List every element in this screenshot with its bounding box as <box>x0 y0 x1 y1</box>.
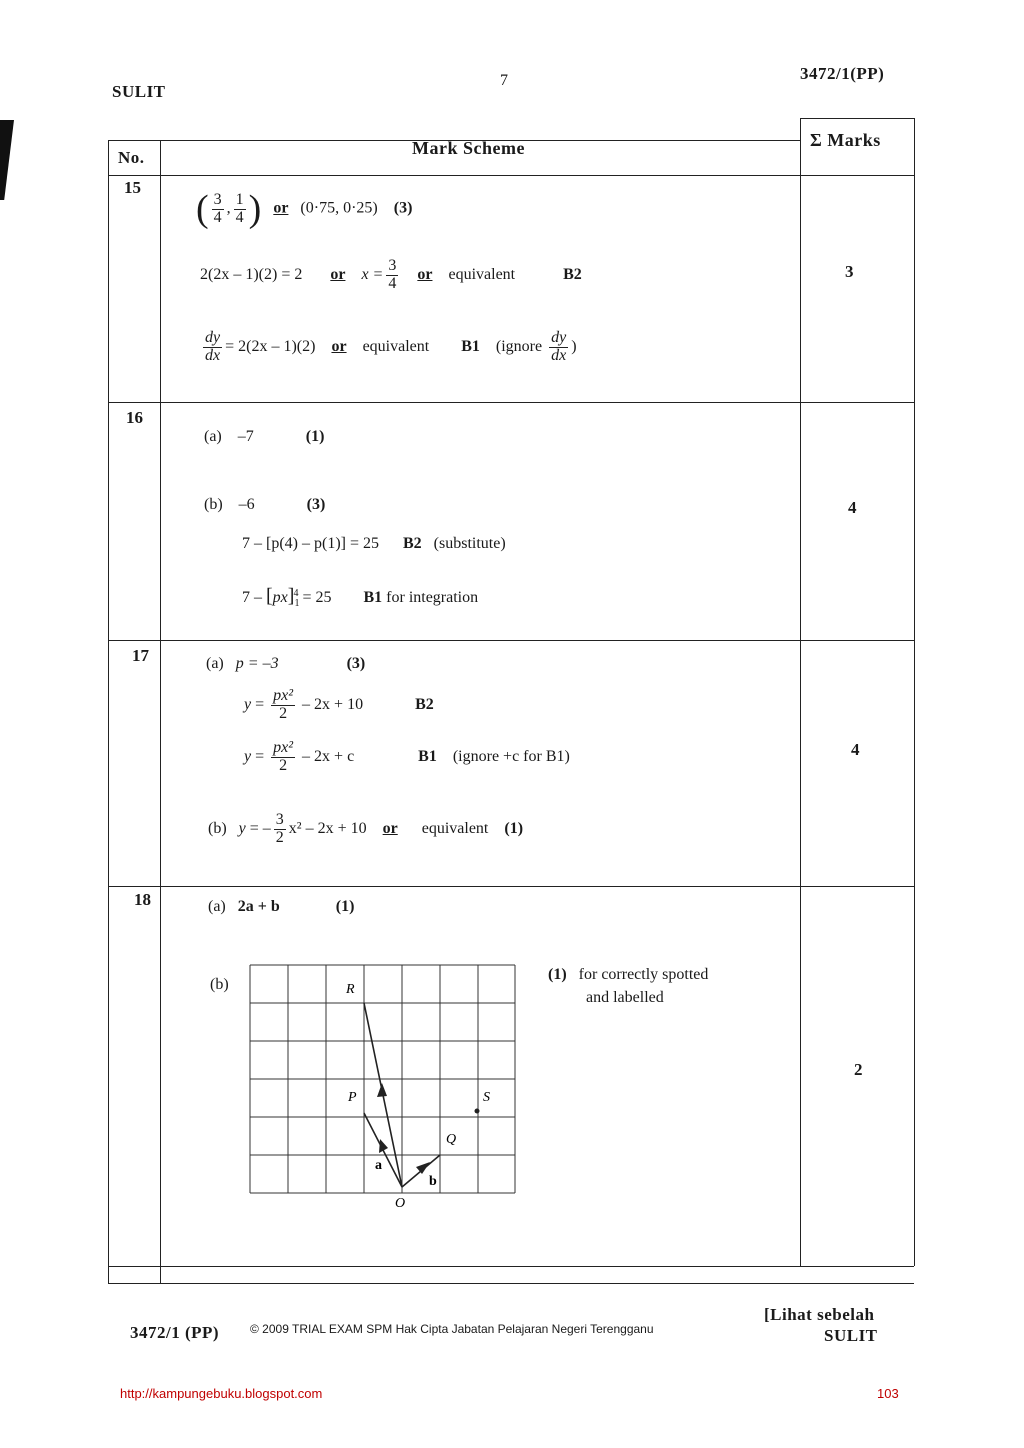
footer-copyright: © 2009 TRIAL EXAM SPM Hak Cipta Jabatan Pelajaran Negeri Terengganu <box>250 1322 654 1336</box>
q15-mark-b2: B2 <box>563 265 582 283</box>
label-r: R <box>346 982 355 997</box>
q15-l2-equiv: equivalent <box>448 265 516 283</box>
q17-b1: y = $\frac{\text{px²}}{2}$ – 2x + c B1 (ignore +c for B1) <box>244 739 570 774</box>
label-b: b <box>429 1174 437 1189</box>
q16-number: 16 <box>126 408 143 427</box>
label-p: P <box>348 1090 357 1105</box>
label-a: a <box>375 1158 382 1173</box>
label-s: S <box>483 1090 490 1105</box>
q15-or-2: or <box>330 265 346 283</box>
q17-a: (a) p = –3 (3) <box>206 655 366 672</box>
q15-decimal: (0·75, 0·25) <box>300 199 378 217</box>
q16-b2: 7 – [p(4) – p(1)] = 25 B2 (substitute) <box>242 535 506 552</box>
q16-b: (b) –6 (3) <box>204 496 326 513</box>
q16-marks: 4 <box>848 498 857 517</box>
q18-a: (a) 2a + b (1) <box>208 898 355 915</box>
q18-b-mark: (1) for correctly spotted <box>548 966 709 983</box>
page-number: 7 <box>500 72 508 89</box>
col-header-marks: Σ Marks <box>810 130 881 150</box>
footer-code: 3472/1 (PP) <box>130 1323 220 1342</box>
q15-l3-expr: = 2(2x – 1)(2) <box>225 337 316 355</box>
q15-l3-ignore: (ignore <box>495 337 543 355</box>
q15-line3: $\frac{dy}{dx}$ = 2(2x – 1)(2) or equivalent B1 (ignore $\frac{dy}{dx}$ ) <box>205 329 577 364</box>
footer-sulit: SULIT <box>824 1326 878 1345</box>
footer-next: [Lihat sebelah <box>764 1305 875 1324</box>
grid-lines <box>250 965 515 1193</box>
q17-marks: 4 <box>851 740 860 759</box>
header-sulit: SULIT <box>112 82 166 101</box>
q17-b: (b) y = – $\frac{3}{2}$ x² – 2x + 10 or equivalent (1) <box>208 811 524 846</box>
col-header-mark-scheme: Mark Scheme <box>412 138 525 158</box>
q18-b-note2: and labelled <box>586 989 664 1006</box>
q18-marks: 2 <box>854 1060 863 1079</box>
q15-l3-close: ) <box>571 337 577 355</box>
header-code: 3472/1(PP) <box>800 64 885 83</box>
q17-b2: y = $\frac{\text{px²}}{2}$ – 2x + 10 B2 <box>244 687 434 722</box>
point-s <box>475 1109 480 1114</box>
label-q: Q <box>446 1132 457 1147</box>
source-url[interactable]: http://kampungebuku.blogspot.com <box>120 1386 323 1401</box>
q15-mark-3: (3) <box>393 199 413 217</box>
q18-b-label: (b) <box>210 976 229 993</box>
arrow-or <box>377 1083 387 1097</box>
scan-mark <box>0 120 14 200</box>
q15-line1: ( $\frac{3}{4}$ , $\frac{1}{4}$ ) or (0·75, 0·25) (3) <box>196 188 413 230</box>
vector-grid <box>240 955 530 1215</box>
arrow-b <box>416 1162 430 1174</box>
page-count: 103 <box>877 1386 899 1401</box>
q15-or-3: or <box>417 265 433 283</box>
q15-or-4: or <box>331 337 347 355</box>
q15-number: 15 <box>124 178 141 197</box>
label-o: O <box>395 1196 406 1211</box>
q17-number: 17 <box>132 646 149 665</box>
q18-number: 18 <box>134 890 151 909</box>
q16-b1: $7 - [px]_1^4 = 25$ B1 for integration <box>242 585 479 610</box>
q16-a: (a) –7 (1) <box>204 428 325 445</box>
q15-marks: 3 <box>845 262 854 281</box>
col-header-no: No. <box>118 148 145 167</box>
q15-x-eq: x = <box>361 265 384 283</box>
q15-line2: 2(2x – 1)(2) = 2 or x = $\frac{3}{4}$ or equivalent B2 <box>200 257 582 292</box>
q15-l2-expr: 2(2x – 1)(2) = 2 <box>200 265 303 283</box>
q15-l3-equiv: equivalent <box>362 337 430 355</box>
q15-or-1: or <box>273 199 289 217</box>
q15-mark-b1: B1 <box>461 337 480 355</box>
